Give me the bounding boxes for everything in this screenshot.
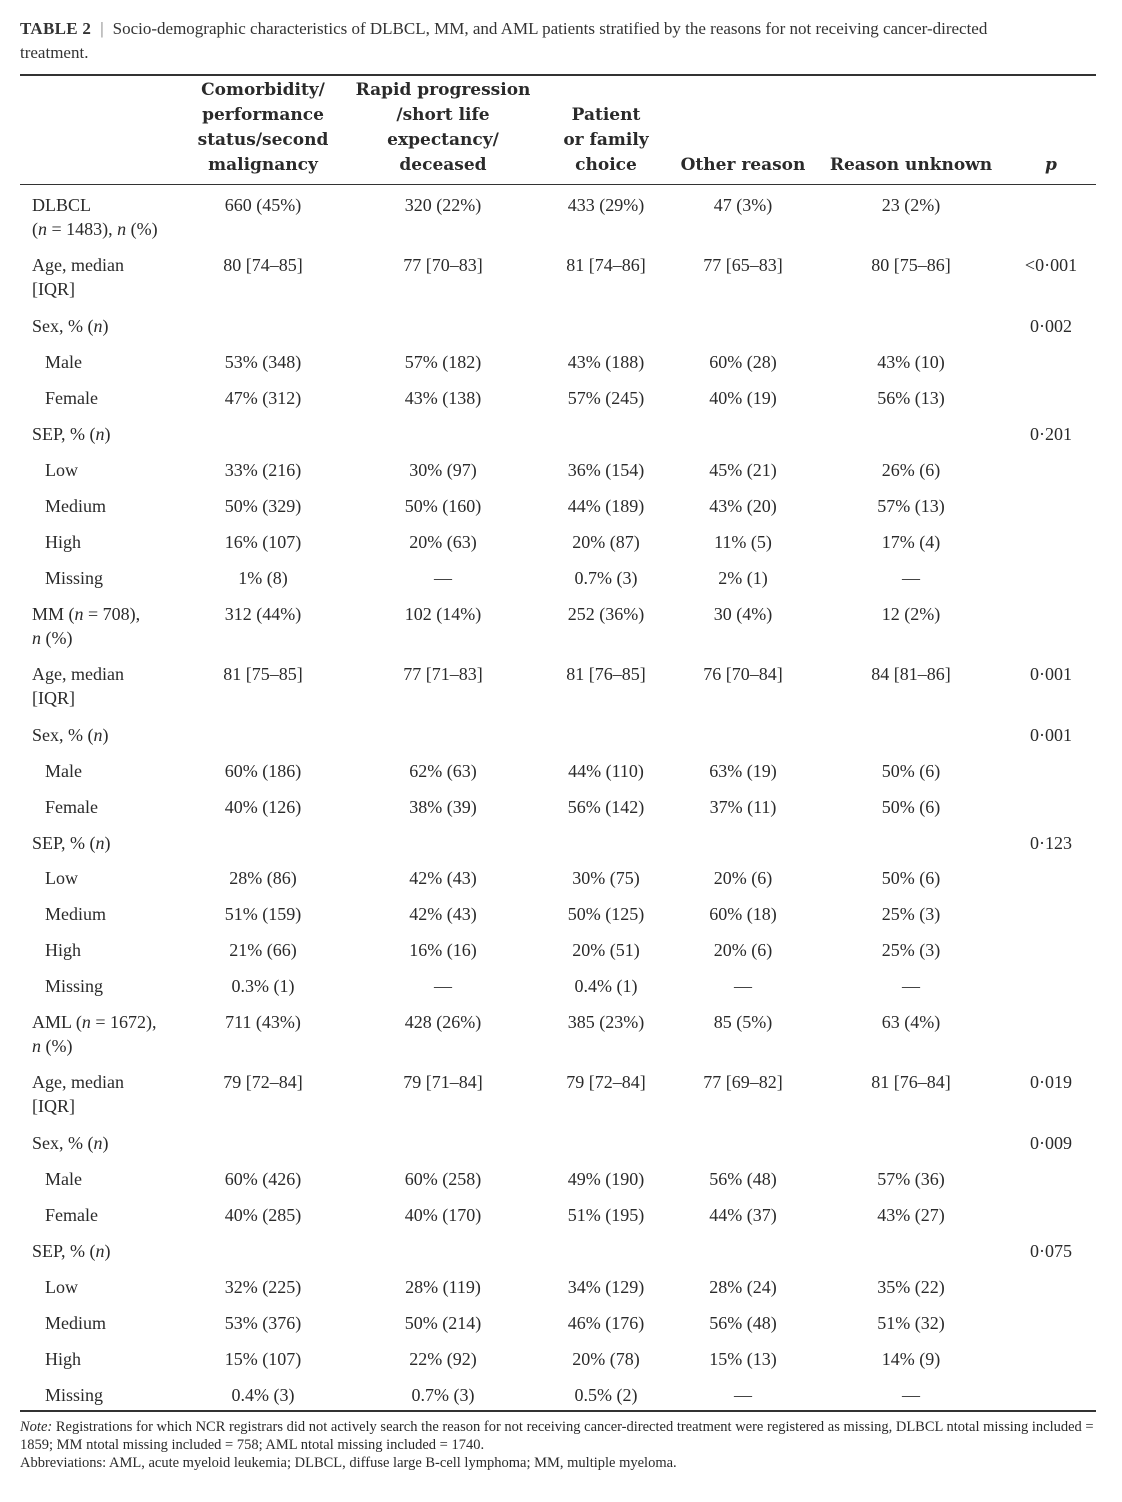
column-header-line: p [1045, 155, 1057, 175]
table-cell: 49% (190) [567, 1169, 645, 1189]
table-cell: 20% (78) [572, 1349, 640, 1369]
table-cell: 21% (66) [229, 940, 297, 960]
column-header-6 [1045, 153, 1057, 178]
table-cell: 85 (5%) [713, 1012, 773, 1032]
row-label: Sex, % (n) [32, 316, 109, 336]
row-label: Male [45, 352, 82, 372]
column-header-line: Rapid progression [355, 80, 531, 100]
table-cell: 63 (4%) [881, 1012, 941, 1032]
table-cell: 51% (195) [567, 1205, 645, 1225]
p-value-cell: 0·001 [1030, 725, 1072, 745]
table-cell: 428 (26%) [404, 1012, 482, 1032]
header-bottom-rule [20, 184, 1096, 185]
table-cell: 56% (142) [567, 797, 645, 817]
column-header-line: choice [575, 155, 637, 175]
table-cell: 57% (182) [404, 352, 482, 372]
table-cell: 433 (29%) [567, 195, 645, 215]
table-cell: 43% (188) [567, 352, 645, 372]
table-cell: 312 (44%) [224, 604, 302, 624]
column-header-line: Other reason [680, 155, 806, 175]
table-cell: 77 [69–82] [703, 1072, 783, 1092]
table-cell: 81 [75–85] [223, 664, 303, 684]
row-label: Missing [45, 568, 104, 588]
table-bottom-rule [20, 1410, 1096, 1412]
table-cell: 25% (3) [881, 940, 941, 960]
table-cell: 32% (225) [224, 1277, 302, 1297]
table-cell: 81 [76–84] [871, 1072, 951, 1092]
table-cell: 50% (160) [404, 496, 482, 516]
p-value-cell: 0·075 [1030, 1241, 1072, 1261]
caption-separator: | [100, 19, 104, 38]
table-cell: 80 [75–86] [871, 255, 951, 275]
table-cell: 22% (92) [409, 1349, 477, 1369]
row-label: Male [45, 761, 82, 781]
table-cell: 60% (186) [224, 761, 302, 781]
table-cell: 20% (6) [713, 940, 773, 960]
table-cell: 15% (107) [224, 1349, 302, 1369]
column-header-1 [198, 78, 329, 178]
table-cell: 43% (27) [877, 1205, 945, 1225]
table-cell: 38% (39) [409, 797, 477, 817]
row-label: AML (n = 1672), n (%) [32, 1012, 157, 1056]
table-cell: 60% (28) [709, 352, 777, 372]
table-cell: 77 [65–83] [703, 255, 783, 275]
table-cell: 76 [70–84] [703, 664, 783, 684]
row-label: SEP, % (n) [32, 833, 111, 853]
table-cell: — [434, 568, 452, 588]
row-label: DLBCL (n = 1483), n (%) [32, 195, 158, 239]
table-caption [20, 17, 1105, 65]
row-label: Female [45, 388, 98, 408]
table-cell: 23 (2%) [881, 195, 941, 215]
table-cell: 60% (258) [404, 1169, 482, 1189]
table-cell: 36% (154) [567, 460, 645, 480]
column-header-3 [563, 103, 648, 178]
table-cell: — [902, 976, 920, 996]
row-label: Low [45, 460, 78, 480]
p-value-cell: 0·001 [1030, 664, 1072, 684]
table-cell: — [434, 976, 452, 996]
table-cell: 63% (19) [709, 761, 777, 781]
p-value-cell: 0·019 [1030, 1072, 1072, 1092]
table-cell: 28% (119) [405, 1277, 481, 1297]
table-cell: 50% (329) [224, 496, 302, 516]
column-header-line: Comorbidity/ [201, 80, 325, 100]
row-label: Medium [45, 496, 106, 516]
table-cell: 46% (176) [567, 1313, 645, 1333]
column-header-line: expectancy/ [387, 130, 499, 150]
table-cell: 79 [71–84] [403, 1072, 483, 1092]
table-cell: 40% (126) [224, 797, 302, 817]
table-cell: 385 (23%) [567, 1012, 645, 1032]
table-cell: 57% (245) [567, 388, 645, 408]
table-cell: 42% (43) [409, 868, 477, 888]
table-cell: 37% (11) [709, 797, 777, 817]
table-cell: — [734, 1385, 752, 1405]
table-cell: 660 (45%) [224, 195, 302, 215]
note-label: Note: [20, 1419, 53, 1435]
table-cell: 56% (48) [709, 1169, 777, 1189]
table-cell: 711 (43%) [225, 1012, 301, 1032]
table-cell: 30 (4%) [713, 604, 773, 624]
table-cell: 40% (285) [224, 1205, 302, 1225]
table-cell: 17% (4) [881, 532, 941, 552]
table-cell: — [902, 568, 920, 588]
row-label: Sex, % (n) [32, 1133, 109, 1153]
table-cell: 35% (22) [877, 1277, 945, 1297]
table-cell: — [902, 1385, 920, 1405]
table-cell: 80 [74–85] [223, 255, 303, 275]
table-cell: 2% (1) [718, 568, 768, 588]
table-cell: 47 (3%) [713, 195, 773, 215]
table-cell: 12 (2%) [881, 604, 941, 624]
table-cell: 320 (22%) [404, 195, 482, 215]
table-cell: 252 (36%) [567, 604, 645, 624]
column-header-line: or family [563, 130, 649, 150]
table-cell: 0.7% (3) [411, 1385, 475, 1405]
caption-text: Socio-demographic characteristics of DLBCL, MM, and AML patients stratified by the reasons for not receiving cancer-directed [112, 19, 988, 38]
table-cell: 0.3% (1) [231, 976, 295, 996]
table-cell: 20% (87) [572, 532, 640, 552]
row-label: Medium [45, 1313, 106, 1333]
table-note [20, 1418, 1100, 1472]
table-cell: 28% (86) [229, 868, 297, 888]
table-cell: 81 [74–86] [566, 255, 646, 275]
p-value-cell: 0·201 [1030, 424, 1072, 444]
table-cell: 62% (63) [409, 761, 477, 781]
table-cell: 20% (51) [572, 940, 640, 960]
table-cell: 0.4% (1) [574, 976, 638, 996]
table-cell: 79 [72–84] [223, 1072, 303, 1092]
table-cell: 28% (24) [709, 1277, 777, 1297]
table-cell: 50% (214) [404, 1313, 482, 1333]
table-cell: 25% (3) [881, 904, 941, 924]
table-cell: 84 [81–86] [871, 664, 951, 684]
column-header-line: /short life [396, 105, 490, 125]
row-label: Missing [45, 1385, 104, 1405]
table-cell: 51% (32) [877, 1313, 945, 1333]
table-cell: 77 [70–83] [403, 255, 483, 275]
table-cell: 1% (8) [238, 568, 288, 588]
column-header-line: status/second [197, 130, 329, 150]
table-cell: 44% (110) [568, 761, 644, 781]
table-cell: 102 (14%) [404, 604, 482, 624]
table-cell: 56% (48) [709, 1313, 777, 1333]
table-cell: 50% (6) [881, 868, 941, 888]
table-label: TABLE 2 [20, 19, 92, 38]
table-cell: 45% (21) [709, 460, 777, 480]
table-cell: 53% (348) [224, 352, 302, 372]
table-cell: 16% (107) [224, 532, 302, 552]
p-value-cell: <0·001 [1024, 255, 1078, 275]
row-label: Missing [45, 976, 104, 996]
table-cell: 50% (6) [881, 797, 941, 817]
table-cell: 40% (19) [709, 388, 777, 408]
row-label: High [45, 532, 81, 552]
column-header-line: deceased [399, 155, 487, 175]
row-label: SEP, % (n) [32, 1241, 111, 1261]
column-header-4 [681, 153, 806, 178]
p-value-cell: 0·123 [1030, 833, 1072, 853]
table-cell: 44% (189) [567, 496, 645, 516]
row-label: Female [45, 797, 98, 817]
table-cell: 47% (312) [224, 388, 302, 408]
row-label: High [45, 1349, 81, 1369]
table-cell: 43% (10) [877, 352, 945, 372]
row-label: MM (n = 708), n (%) [32, 604, 141, 648]
table-cell: 44% (37) [709, 1205, 777, 1225]
table-cell: 81 [76–85] [566, 664, 646, 684]
table-cell: 57% (36) [877, 1169, 945, 1189]
column-header-2 [356, 78, 531, 178]
column-header-line: Patient [571, 105, 641, 125]
caption-text-continued: treatment. [20, 43, 89, 62]
table-cell: 33% (216) [224, 460, 302, 480]
table-cell: 0.7% (3) [574, 568, 638, 588]
table-cell: 16% (16) [409, 940, 477, 960]
table-cell: 20% (6) [713, 868, 773, 888]
table-cell: 11% (5) [714, 532, 772, 552]
column-header-line: Reason unknown [829, 155, 993, 175]
column-header-line: malignancy [208, 155, 318, 175]
table-cell: 40% (170) [404, 1205, 482, 1225]
table-cell: 60% (426) [224, 1169, 302, 1189]
table-cell: 56% (13) [877, 388, 945, 408]
table-cell: 43% (20) [709, 496, 777, 516]
table-cell: 15% (13) [709, 1349, 777, 1369]
row-label: Low [45, 868, 78, 888]
abbreviations-text: Abbreviations: AML, acute myeloid leukemia; DLBCL, diffuse large B-cell lymphoma; MM, multiple myeloma. [20, 1455, 677, 1471]
table-cell: 30% (97) [409, 460, 477, 480]
column-header-5 [830, 153, 992, 178]
table-cell: 0.4% (3) [231, 1385, 295, 1405]
table-cell: — [734, 976, 752, 996]
table-top-rule [20, 74, 1096, 76]
p-value-cell: 0·002 [1030, 316, 1072, 336]
table-cell: 79 [72–84] [566, 1072, 646, 1092]
table-cell: 51% (159) [224, 904, 302, 924]
table-cell: 34% (129) [567, 1277, 645, 1297]
table-cell: 30% (75) [572, 868, 640, 888]
table-cell: 43% (138) [404, 388, 482, 408]
table-cell: 53% (376) [224, 1313, 302, 1333]
table-cell: 50% (6) [881, 761, 941, 781]
row-label: Low [45, 1277, 78, 1297]
row-label: High [45, 940, 81, 960]
table-cell: 14% (9) [881, 1349, 941, 1369]
row-label: Age, median [IQR] [32, 255, 124, 299]
note-text: Registrations for which NCR registrars did not actively search the reason for not receiving cancer-directed treatment were registered as missing, DLBCL ntotal missing included = 1859; MM ntotal missing included = 758; AML ntotal missing included = 1740. [20, 1419, 1094, 1453]
row-label: Female [45, 1205, 98, 1225]
table-cell: 42% (43) [409, 904, 477, 924]
table-cell: 50% (125) [567, 904, 645, 924]
row-label: SEP, % (n) [32, 424, 111, 444]
table-cell: 20% (63) [409, 532, 477, 552]
column-header-line: performance [202, 105, 324, 125]
row-label: Age, median [IQR] [32, 664, 124, 708]
table-cell: 77 [71–83] [403, 664, 483, 684]
table-cell: 57% (13) [877, 496, 945, 516]
row-label: Age, median [IQR] [32, 1072, 124, 1116]
row-label: Male [45, 1169, 82, 1189]
table-cell: 26% (6) [881, 460, 941, 480]
row-label: Sex, % (n) [32, 725, 109, 745]
row-label: Medium [45, 904, 106, 924]
table-cell: 60% (18) [709, 904, 777, 924]
p-value-cell: 0·009 [1030, 1133, 1072, 1153]
table-cell: 0.5% (2) [574, 1385, 638, 1405]
